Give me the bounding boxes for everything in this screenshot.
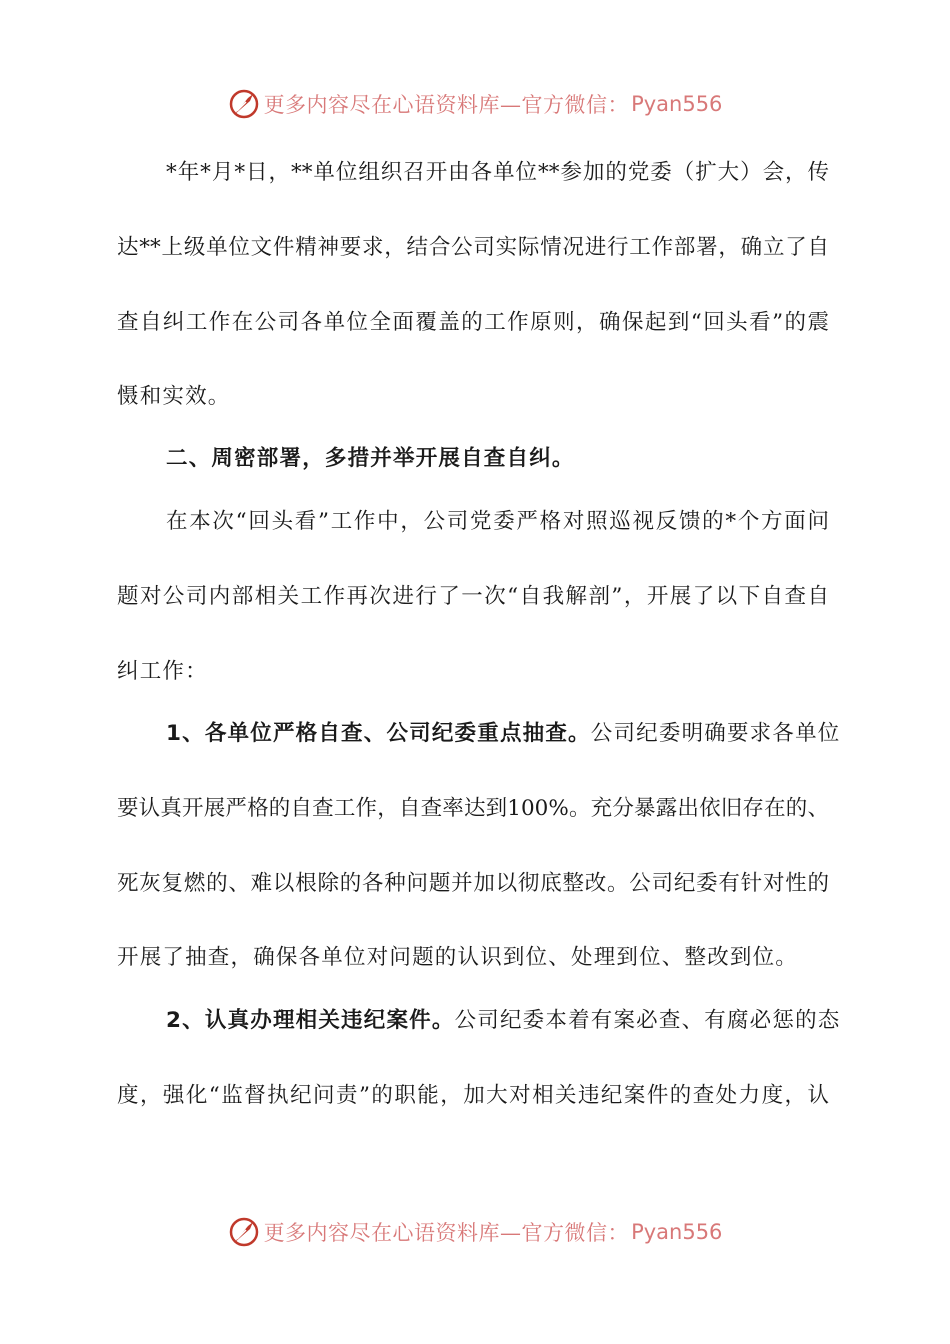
item-title: 2、认真办理相关违纪案件。 — [166, 1008, 455, 1033]
quill-pen-logo-icon — [228, 88, 260, 120]
item-text: 公司纪委本着有案必查、有腐必惩的态 — [454, 1008, 841, 1033]
banner-text: 更多内容尽在心语资料库—官方微信： — [263, 1221, 630, 1245]
paragraph-line: 纠工作： — [117, 659, 208, 684]
paragraph-line: 开展了抽查，确保各单位对问题的认识到位、处理到位、整改到位。 — [117, 945, 799, 970]
header-banner — [0, 84, 950, 124]
item-text: 公司纪委明确要求各单位 — [590, 721, 841, 746]
section-heading: 二、周密部署，多措并举开展自查自纠。 — [166, 446, 575, 471]
paragraph-line: 题对公司内部相关工作再次进行了一次“自我解剖”，开展了以下自查自 — [117, 584, 829, 609]
paragraph-line: 查自纠工作在公司各单位全面覆盖的工作原则，确保起到“回头看”的震 — [117, 310, 829, 335]
paragraph-line: 达**上级单位文件精神要求，结合公司实际情况进行工作部署，确立了自 — [117, 235, 829, 260]
item-2-first-line — [166, 1001, 841, 1041]
paragraph-line: *年*月*日，**单位组织召开由各单位**参加的党委（扩大）会，传 — [166, 160, 829, 185]
item-title: 1、各单位严格自查、公司纪委重点抽查。 — [166, 721, 591, 746]
banner-wechat-id: Pyan556 — [631, 92, 723, 116]
paragraph-line: 慑和实效。 — [117, 384, 231, 409]
item-1-first-line — [166, 714, 841, 754]
banner-text: 更多内容尽在心语资料库—官方微信： — [263, 93, 630, 117]
banner-wechat-id: Pyan556 — [631, 1220, 723, 1244]
footer-banner — [0, 1212, 950, 1252]
paragraph-line: 死灰复燃的、难以根除的各种问题并加以彻底整改。公司纪委有针对性的 — [117, 871, 829, 896]
paragraph-line: 要认真开展严格的自查工作，自查率达到100%。充分暴露出依旧存在的、 — [117, 796, 829, 821]
quill-pen-logo-icon — [228, 1216, 260, 1248]
paragraph-line: 度，强化“监督执纪问责”的职能，加大对相关违纪案件的查处力度，认 — [117, 1083, 829, 1108]
paragraph-line: 在本次“回头看”工作中，公司党委严格对照巡视反馈的*个方面问 — [166, 509, 829, 534]
